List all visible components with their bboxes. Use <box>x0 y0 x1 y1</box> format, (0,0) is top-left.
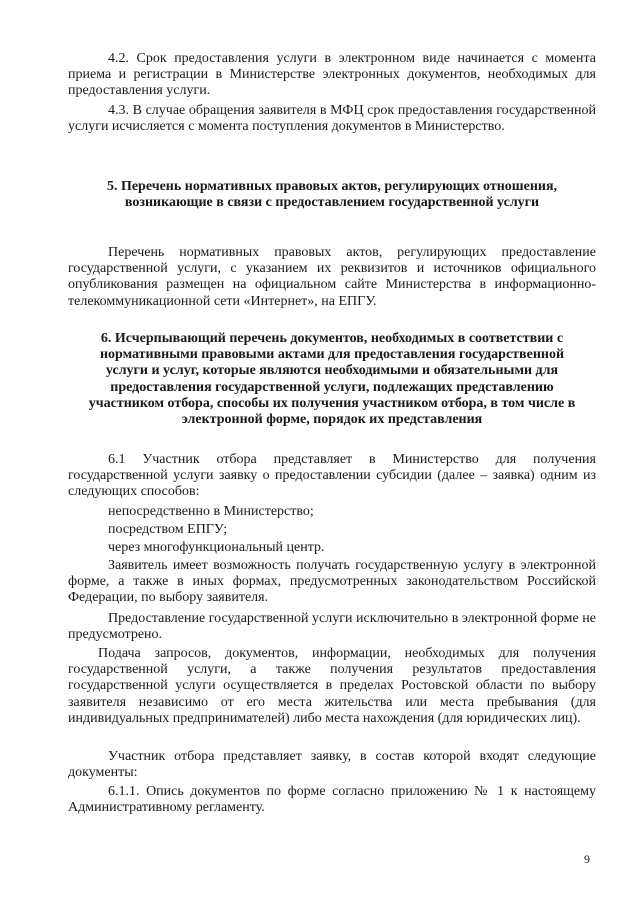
section-5-title: 5. Перечень нормативных правовых актов, регулирующих отношения, возникающие в связи с предоставлением государственной услуги <box>106 179 558 211</box>
page-number: 9 <box>584 852 590 866</box>
section-6-title: 6. Исчерпывающий перечень документов, необходимых в соответствии с нормативными правовыми актами для предоставления государственной услуги и услуг, которые являются необходимыми и обязательными для предоставления государственной услуги, подлежащих представлению участником отбора, способы их получения участником отбора, в том числе в электронной форме, порядок их представления <box>88 331 576 428</box>
paragraph-electronic-only: Предоставление государственной услуги исключительно в электронной форме не предусмотрено. <box>68 611 596 643</box>
paragraph-4-2: 4.2. Срок предоставления услуги в электронном виде начинается с момента приема и регистрации в Министерстве электронных документов, необходимых для предоставления услуги. <box>68 51 596 99</box>
paragraph-documents: Участник отбора представляет заявку, в состав которой входят следующие документы: <box>68 749 596 781</box>
paragraph-6-1: 6.1 Участник отбора представляет в Министерство для получения государственной услуги заявку о предоставлении субсидии (далее – заявка) одним из следующих способов: <box>68 452 596 500</box>
paragraph-territory: Подача запросов, документов, информации, необходимых для получения государственной услуги, а также получения результатов предоставления государственной услуги осуществляется в пределах Ростовской области по выбору заявителя независимо от его места жительства или места пребывания (для индивидуальных предпринимателей) либо места нахождения (для юридических лиц). <box>68 646 596 726</box>
paragraph-applicant-right: Заявитель имеет возможность получать государственную услугу в электронной форме, а также в иных формах, предусмотренных законодательством Российской Федерации, по выбору заявителя. <box>68 558 596 606</box>
submission-way-2: посредством ЕПГУ; <box>108 522 228 537</box>
submission-way-3: через многофункциональный центр. <box>108 540 325 555</box>
submission-way-1: непосредственно в Министерство; <box>108 504 314 519</box>
section-5-body: Перечень нормативных правовых актов, регулирующих предоставление государственной услуги, с указанием их реквизитов и источников официального опубликования размещен на официальном сайте Министерства в информационно-телекоммуникационной сети «Интернет», на ЕПГУ. <box>68 245 596 309</box>
paragraph-6-1-1: 6.1.1. Опись документов по форме согласно приложению № 1 к настоящему Административному регламенту. <box>68 784 596 816</box>
paragraph-4-3: 4.3. В случае обращения заявителя в МФЦ срок предоставления государственной услуги исчисляется с момента поступления документов в Министерство. <box>68 103 596 135</box>
